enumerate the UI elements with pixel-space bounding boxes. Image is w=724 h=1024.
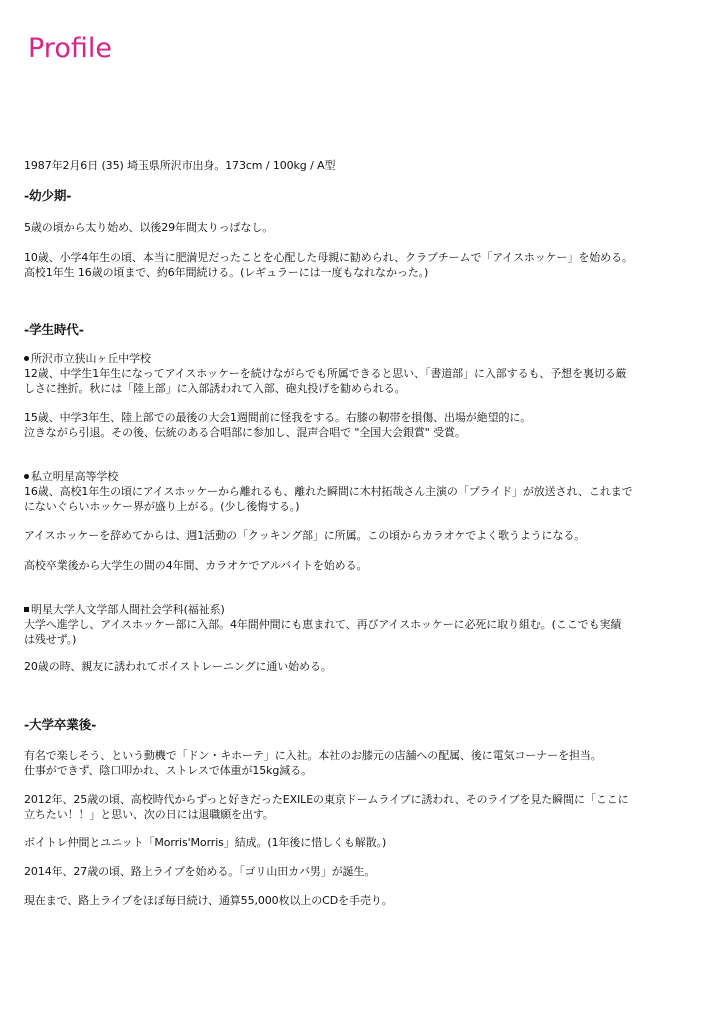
after-heading: -大学卒業後- xyxy=(24,717,97,732)
school-heading: -学生時代- xyxy=(24,322,84,337)
jhs-name xyxy=(24,351,704,367)
childhood-paragraph-1: 5歳の頃から太り始め、以後29年間太りっぱなし。 xyxy=(24,221,274,234)
uni-name xyxy=(24,602,704,618)
jhs-paragraph-2-line-1: 15歳、中学3年生、陸上部での最後の大会1週間前に怪我をする。右膝の靭帯を損傷、出場が絶望的に。 xyxy=(24,411,532,424)
uni-name-text: 明星大学人文学部人間社会学科(福祉系) xyxy=(31,603,225,616)
after-paragraph-3: ボイトレ仲間とユニット「Morris'Morris」結成。(1年後に惜しくも解散。) xyxy=(24,836,387,849)
childhood-paragraph-2-line-2: 高校1年生 16歳の頃まで、約6年間続ける。(レギュラーには一度もなれなかった。) xyxy=(24,266,429,279)
hs-paragraph-1-line-1: 16歳、高校1年生の頃にアイスホッケーから離れるも、離れた瞬間に木村拓哉さん主演の「プライド」が放送され、これまで xyxy=(24,485,633,498)
intro-line: 1987年2月6日 (35) 埼玉県所沢市出身。173cm / 100kg / A型 xyxy=(24,159,336,172)
after-paragraph-1-line-2: 仕事ができず、陰口叩かれ、ストレスで体重が15kg減る。 xyxy=(24,764,312,777)
page-title: Profile xyxy=(28,33,112,64)
jhs-paragraph-1-line-2: しさに挫折。秋には「陸上部」に入部誘われて入部、砲丸投げを勧められる。 xyxy=(24,382,406,395)
after-paragraph-5: 現在まで、路上ライブをほぼ毎日続け、通算55,000枚以上のCDを手売り。 xyxy=(24,894,393,907)
after-paragraph-2-line-1: 2012年、25歳の頃、高校時代からずっと好きだったEXILEの東京ドームライブに誘われ、そのライブを見た瞬間に「ここに xyxy=(24,793,629,806)
hs-name-text: 私立明星高等学校 xyxy=(31,470,119,483)
childhood-paragraph-2-line-1: 10歳、小学4年生の頃、本当に肥満児だったことを心配した母親に勧められ、クラブチームで「アイスホッケー」を始める。 xyxy=(24,251,633,264)
bullet-dot-icon xyxy=(24,356,29,361)
childhood-heading: -幼少期- xyxy=(24,188,72,203)
hs-paragraph-3: 高校卒業後から大学生の間の4年間、カラオケでアルバイトを始める。 xyxy=(24,559,368,572)
after-paragraph-2-line-2: 立ちたい！！」と思い、次の日には退職願を出す。 xyxy=(24,808,274,821)
bullet-square-icon xyxy=(24,607,29,612)
jhs-paragraph-2-line-2: 泣きながら引退。その後、伝統のある合唱部に参加し、混声合唱で "全国大会銀賞" 受賞。 xyxy=(24,426,466,439)
hs-paragraph-1-line-2: にないぐらいホッケー界が盛り上がる。(少し後悔する。) xyxy=(24,500,300,513)
uni-paragraph-1-line-1: 大学へ進学し、アイスホッケー部に入部。4年間仲間にも恵まれて、再びアイスホッケーに必死に取り組む。(ここでも実績 xyxy=(24,618,622,631)
bullet-dot-icon xyxy=(24,474,29,479)
hs-paragraph-2: アイスホッケーを辞めてからは、週1活動の「クッキング部」に所属。この頃からカラオケでよく歌うようになる。 xyxy=(24,529,586,542)
hs-name xyxy=(24,469,704,485)
after-paragraph-1-line-1: 有名で楽しそう、という動機で「ドン・キホーテ」に入社。本社のお膝元の店舗への配属、後に電気コーナーを担当。 xyxy=(24,749,602,762)
after-paragraph-4: 2014年、27歳の頃、路上ライブを始める。「ゴリ山田カバ男」が誕生。 xyxy=(24,865,376,878)
uni-paragraph-2: 20歳の時、親友に誘われてボイストレーニングに通い始める。 xyxy=(24,660,332,673)
jhs-name-text: 所沢市立狭山ヶ丘中学校 xyxy=(31,352,151,365)
jhs-paragraph-1-line-1: 12歳、中学生1年生になってアイスホッケーを続けながらでも所属できると思い、「書道部」に入部するも、予想を裏切る厳 xyxy=(24,367,627,380)
uni-paragraph-1-line-2: は残せず。) xyxy=(24,633,77,646)
